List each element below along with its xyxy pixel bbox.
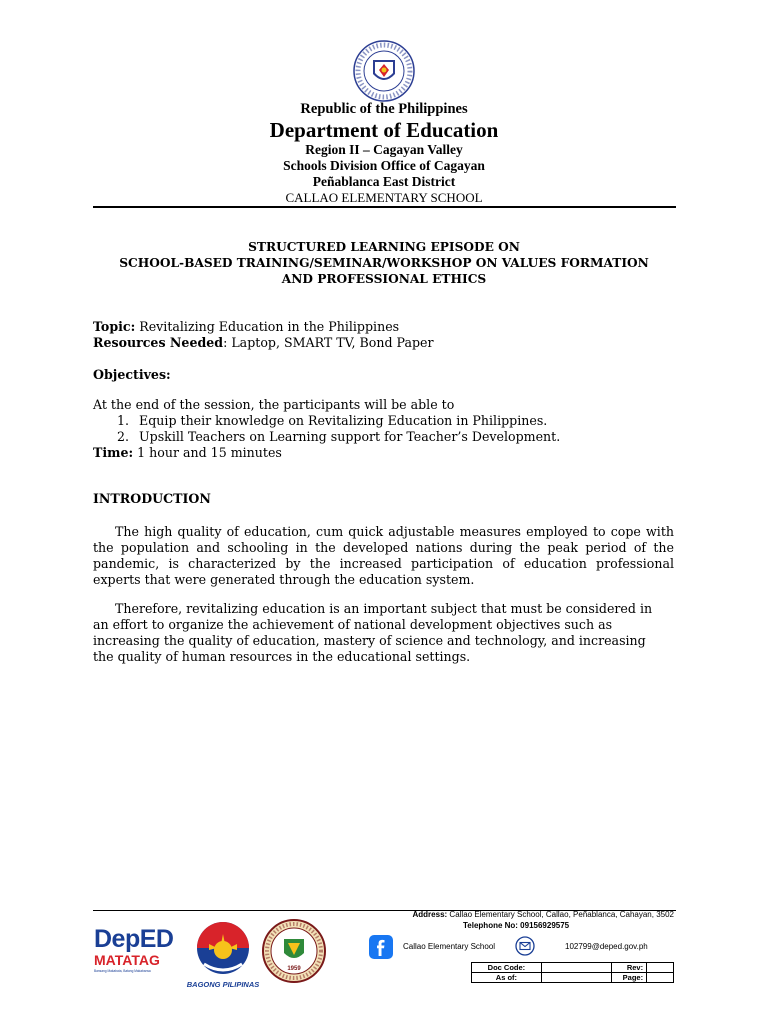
as-of-label: As of: [472, 973, 542, 983]
doc-code-value [541, 963, 611, 973]
address-value: Callao Elementary School, Callao, Peñablanca, Cahayan, 3502 [447, 910, 674, 919]
resources-value: : Laptop, SMART TV, Bond Paper [223, 335, 434, 350]
doc-code-label: Doc Code: [472, 963, 542, 973]
objective-text: Upskill Teachers on Learning support for Teacher’s Development. [139, 429, 561, 444]
deped-seal-logo [353, 40, 415, 102]
as-of-value [541, 973, 611, 983]
objective-number: 1. [117, 413, 130, 428]
school-line: CALLAO ELEMENTARY SCHOOL [285, 190, 483, 205]
time-value: 1 hour and 15 minutes [133, 445, 282, 460]
district-line: Peñablanca East District [312, 174, 456, 189]
school-seal-logo [262, 919, 326, 983]
address-label: Address: [412, 910, 448, 919]
objective-item [117, 413, 677, 429]
objective-text: Equip their knowledge on Revitalizing Education in Philippines. [139, 413, 548, 428]
email-icon[interactable] [515, 936, 535, 956]
bagong-pilipinas-logo [184, 920, 262, 988]
title-line-2: SCHOOL-BASED TRAINING/SEMINAR/WORKSHOP ON VALUES FORMATION [119, 256, 649, 270]
objectives-intro: At the end of the session, the participants will be able to [93, 397, 455, 412]
department-heading: Department of Education [269, 118, 499, 142]
bagong-pilipinas-text: BAGONG PILIPINAS [186, 980, 260, 989]
division-line: Schools Division Office of Cagayan [283, 158, 485, 173]
header-divider [93, 206, 676, 208]
topic-value: Revitalizing Education in the Philippines [135, 319, 400, 334]
footer-address [330, 910, 674, 919]
deped-matatag-logo [94, 926, 180, 986]
email-link[interactable]: 102799@deped.gov.ph [565, 942, 648, 951]
matatag-tagline: Bansang Makabata, Batang Makabansa [94, 969, 151, 973]
bagong-pilipinas-emblem [184, 920, 262, 976]
facebook-link[interactable]: Callao Elementary School [403, 942, 496, 951]
title-line-3: AND PROFESSIONAL ETHICS [281, 272, 487, 286]
matatag-wordmark: MATATAG [94, 952, 160, 968]
objectives-heading: Objectives: [93, 367, 171, 382]
topic-line [93, 319, 674, 335]
title-line-1: STRUCTURED LEARNING EPISODE ON [248, 240, 520, 254]
rev-label: Rev: [611, 963, 646, 973]
page-value [647, 973, 674, 983]
rev-value [647, 963, 674, 973]
page-label: Page: [611, 973, 646, 983]
topic-label: Topic: [93, 319, 136, 334]
objective-item [117, 429, 677, 445]
introduction-paragraph-2: Therefore, revitalizing education is an important subject that must be considered in an effort to organize the achievement of national development objectives such as increasing the quality of education, mastery of science and technology, and increasing the quality of human resources in the educational settings. [93, 601, 653, 664]
time-line [93, 445, 674, 461]
school-seal-year: 1959 [287, 966, 301, 972]
facebook-icon[interactable] [369, 935, 393, 959]
resources-line [93, 335, 674, 351]
introduction-heading: INTRODUCTION [93, 491, 211, 506]
document-control-table [471, 962, 674, 983]
objective-number: 2. [117, 429, 130, 444]
footer-telephone: Telephone No: 09156929575 [463, 921, 570, 930]
region-line: Region II – Cagayan Valley [305, 142, 463, 157]
republic-heading: Republic of the Philippines [300, 101, 468, 117]
resources-label: Resources Needed [93, 335, 224, 350]
introduction-paragraph-1: The high quality of education, cum quick adjustable measures employed to cope with the population and schooling in the developed nations during the peak period of the pandemic, is characterized by the increased participation of education professional experts that were generated through the education system. [93, 524, 674, 587]
time-label: Time: [93, 445, 134, 460]
deped-wordmark: DepED [94, 925, 174, 953]
